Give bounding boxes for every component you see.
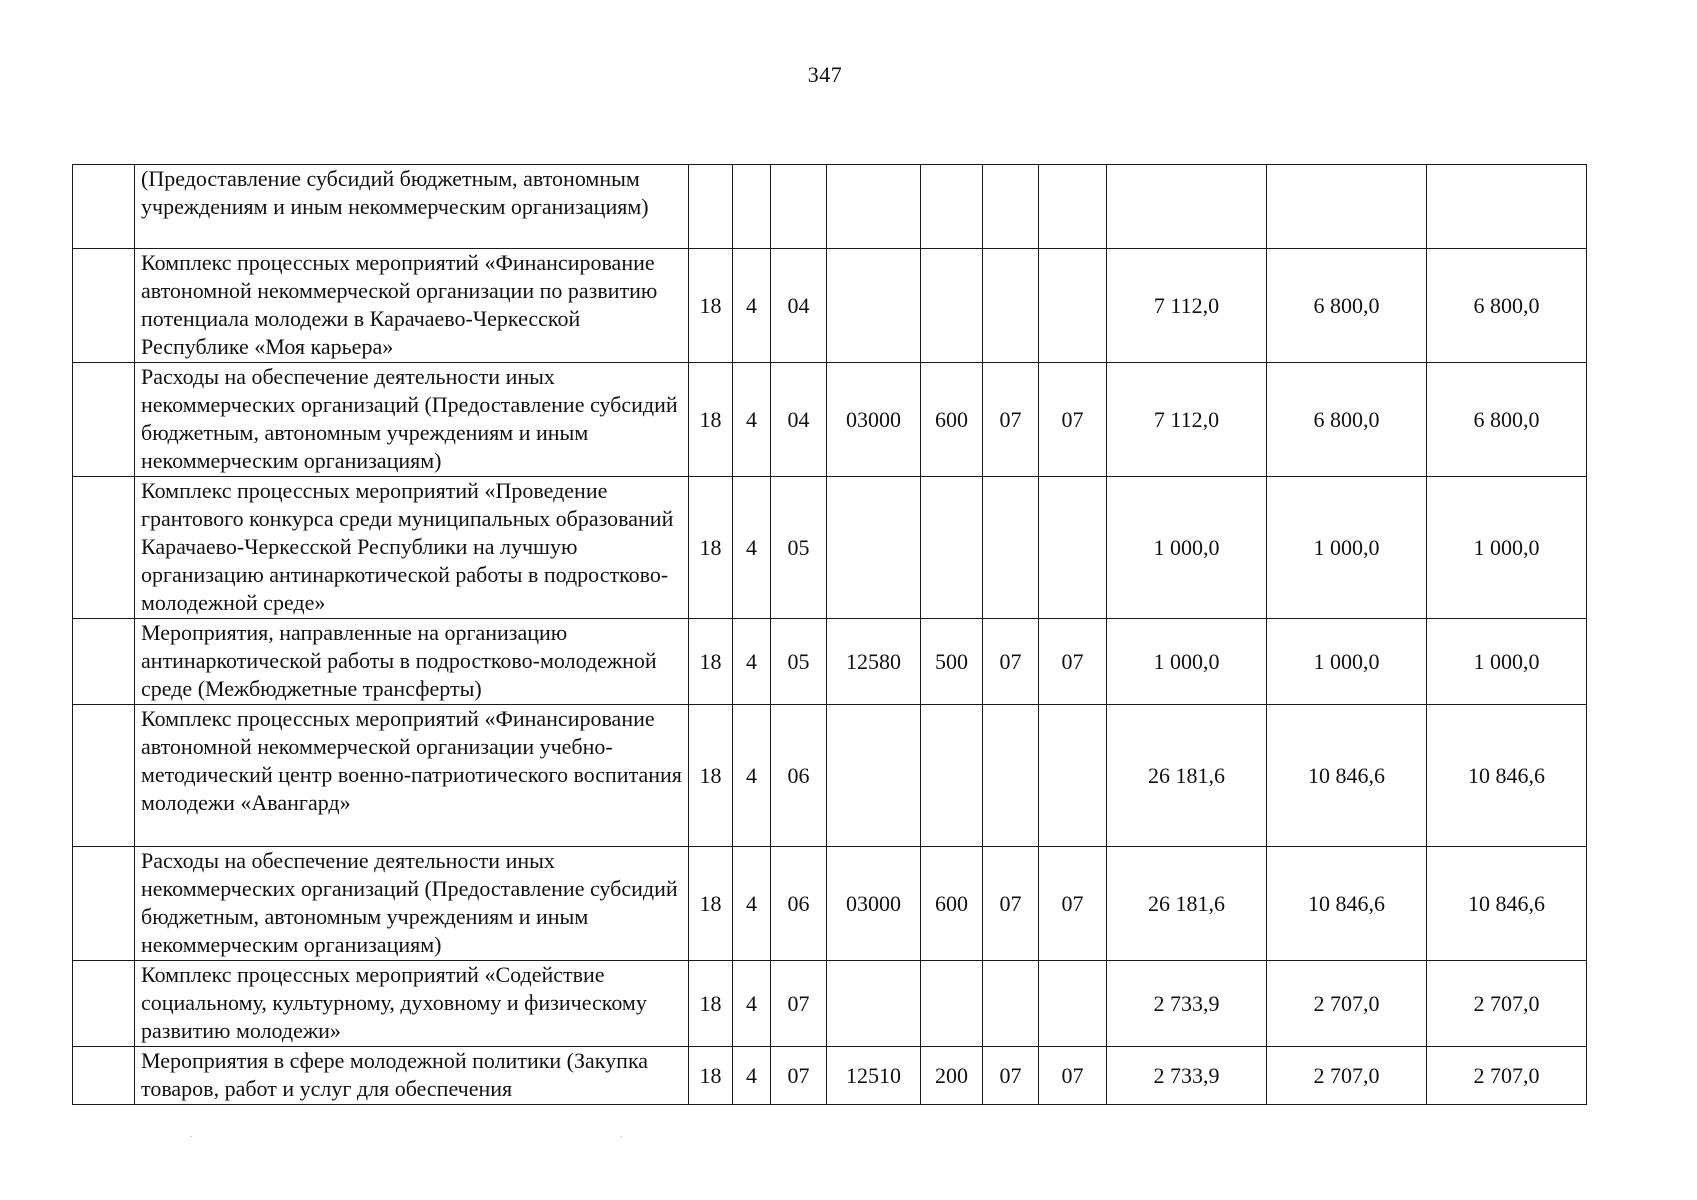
- amount-cell-y2: 1 000,0: [1267, 619, 1427, 705]
- code-cell-c7: [1039, 477, 1107, 619]
- code-cell-c7: [1039, 165, 1107, 249]
- code-cell-c6: 07: [983, 1047, 1039, 1105]
- code-cell-c7: [1039, 249, 1107, 363]
- code-cell-c5: 600: [921, 847, 983, 961]
- budget-table: [72, 164, 1587, 1105]
- code-cell-c2: 4: [733, 705, 771, 847]
- code-cell-c2: 4: [733, 363, 771, 477]
- code-cell-c5: 200: [921, 1047, 983, 1105]
- row-number-cell: [73, 1047, 135, 1105]
- code-cell-c4: [827, 477, 921, 619]
- amount-cell-y1: 1 000,0: [1107, 477, 1267, 619]
- amount-cell-y3: 6 800,0: [1427, 249, 1587, 363]
- amount-cell-y1: 2 733,9: [1107, 1047, 1267, 1105]
- code-cell-c3: 05: [771, 477, 827, 619]
- code-cell-c3: [771, 165, 827, 249]
- code-cell-c1: 18: [689, 1047, 733, 1105]
- code-cell-c5: [921, 477, 983, 619]
- code-cell-c5: 600: [921, 363, 983, 477]
- code-cell-c4: [827, 961, 921, 1047]
- amount-cell-y1: 2 733,9: [1107, 961, 1267, 1047]
- code-cell-c6: [983, 705, 1039, 847]
- table-row: [73, 847, 1587, 961]
- code-cell-c6: [983, 961, 1039, 1047]
- table-row: [73, 619, 1587, 705]
- code-cell-c5: [921, 165, 983, 249]
- code-cell-c3: 04: [771, 249, 827, 363]
- row-number-cell: [73, 961, 135, 1047]
- amount-cell-y3: 1 000,0: [1427, 619, 1587, 705]
- code-cell-c1: 18: [689, 249, 733, 363]
- table-row: [73, 477, 1587, 619]
- code-cell-c4: 03000: [827, 847, 921, 961]
- code-cell-c1: [689, 165, 733, 249]
- row-number-cell: [73, 847, 135, 961]
- amount-cell-y1: 7 112,0: [1107, 249, 1267, 363]
- code-cell-c2: 4: [733, 619, 771, 705]
- code-cell-c2: 4: [733, 477, 771, 619]
- code-cell-c7: 07: [1039, 1047, 1107, 1105]
- description-cell: Комплекс процессных мероприятий «Финансирование автономной некоммерческой организации по развитию потенциала молодежи в Карачаево-Черкесской Республике «Моя карьера»: [135, 249, 689, 363]
- code-cell-c7: 07: [1039, 847, 1107, 961]
- code-cell-c3: 04: [771, 363, 827, 477]
- code-cell-c4: 03000: [827, 363, 921, 477]
- amount-cell-y2: 6 800,0: [1267, 249, 1427, 363]
- scan-mark: [620, 1136, 622, 1137]
- amount-cell-y1: 7 112,0: [1107, 363, 1267, 477]
- code-cell-c1: 18: [689, 961, 733, 1047]
- code-cell-c1: 18: [689, 477, 733, 619]
- amount-cell-y2: 2 707,0: [1267, 1047, 1427, 1105]
- row-number-cell: [73, 363, 135, 477]
- amount-cell-y1: [1107, 165, 1267, 249]
- description-cell: Мероприятия в сфере молодежной политики (Закупка товаров, работ и услуг для обеспечения: [135, 1047, 689, 1105]
- row-number-cell: [73, 165, 135, 249]
- row-number-cell: [73, 705, 135, 847]
- code-cell-c4: 12580: [827, 619, 921, 705]
- code-cell-c7: 07: [1039, 363, 1107, 477]
- code-cell-c5: [921, 705, 983, 847]
- code-cell-c2: 4: [733, 1047, 771, 1105]
- code-cell-c3: 07: [771, 961, 827, 1047]
- code-cell-c2: [733, 165, 771, 249]
- amount-cell-y3: [1427, 165, 1587, 249]
- code-cell-c6: 07: [983, 847, 1039, 961]
- code-cell-c1: 18: [689, 363, 733, 477]
- amount-cell-y1: 26 181,6: [1107, 847, 1267, 961]
- amount-cell-y1: 26 181,6: [1107, 705, 1267, 847]
- code-cell-c4: [827, 705, 921, 847]
- description-cell: Комплекс процессных мероприятий «Финансирование автономной некоммерческой организации учебно-методический центр военно-патриотического воспитания молодежи «Авангард»: [135, 705, 689, 847]
- page-number: 347: [807, 62, 843, 87]
- table-row: [73, 705, 1587, 847]
- table-row: [73, 165, 1587, 249]
- description-cell: Мероприятия, направленные на организацию антинаркотической работы в подростково-молодежной среде (Межбюджетные трансферты): [135, 619, 689, 705]
- code-cell-c4: [827, 249, 921, 363]
- table-row: [73, 249, 1587, 363]
- amount-cell-y3: 1 000,0: [1427, 477, 1587, 619]
- code-cell-c2: 4: [733, 249, 771, 363]
- amount-cell-y2: 1 000,0: [1267, 477, 1427, 619]
- code-cell-c7: [1039, 705, 1107, 847]
- code-cell-c3: 07: [771, 1047, 827, 1105]
- description-cell: Комплекс процессных мероприятий «Содействие социальному, культурному, духовному и физическому развитию молодежи»: [135, 961, 689, 1047]
- description-cell: (Предоставление субсидий бюджетным, автономным учреждениям и иным некоммерческим организациям): [135, 165, 689, 249]
- code-cell-c7: 07: [1039, 619, 1107, 705]
- code-cell-c7: [1039, 961, 1107, 1047]
- code-cell-c5: [921, 961, 983, 1047]
- code-cell-c2: 4: [733, 847, 771, 961]
- table-row: [73, 1047, 1587, 1105]
- table-row: [73, 961, 1587, 1047]
- code-cell-c2: 4: [733, 961, 771, 1047]
- amount-cell-y2: 2 707,0: [1267, 961, 1427, 1047]
- amount-cell-y2: 10 846,6: [1267, 847, 1427, 961]
- amount-cell-y2: 10 846,6: [1267, 705, 1427, 847]
- description-cell: Комплекс процессных мероприятий «Проведение грантового конкурса среди муниципальных образований Карачаево-Черкесской Республики на лучшую организацию антинаркотической работы в подростково-молодежной среде»: [135, 477, 689, 619]
- description-cell: Расходы на обеспечение деятельности иных некоммерческих организаций (Предоставление субсидий бюджетным, автономным учреждениям и иным некоммерческим организациям): [135, 847, 689, 961]
- row-number-cell: [73, 249, 135, 363]
- amount-cell-y3: 10 846,6: [1427, 847, 1587, 961]
- code-cell-c3: 05: [771, 619, 827, 705]
- amount-cell-y2: [1267, 165, 1427, 249]
- code-cell-c5: [921, 249, 983, 363]
- code-cell-c1: 18: [689, 619, 733, 705]
- code-cell-c6: [983, 165, 1039, 249]
- description-cell: Расходы на обеспечение деятельности иных некоммерческих организаций (Предоставление субсидий бюджетным, автономным учреждениям и иным некоммерческим организациям): [135, 363, 689, 477]
- amount-cell-y2: 6 800,0: [1267, 363, 1427, 477]
- amount-cell-y3: 2 707,0: [1427, 1047, 1587, 1105]
- code-cell-c1: 18: [689, 705, 733, 847]
- code-cell-c4: [827, 165, 921, 249]
- code-cell-c6: 07: [983, 619, 1039, 705]
- amount-cell-y3: 6 800,0: [1427, 363, 1587, 477]
- amount-cell-y3: 2 707,0: [1427, 961, 1587, 1047]
- code-cell-c6: [983, 249, 1039, 363]
- amount-cell-y3: 10 846,6: [1427, 705, 1587, 847]
- code-cell-c3: 06: [771, 705, 827, 847]
- row-number-cell: [73, 619, 135, 705]
- code-cell-c3: 06: [771, 847, 827, 961]
- code-cell-c1: 18: [689, 847, 733, 961]
- row-number-cell: [73, 477, 135, 619]
- amount-cell-y1: 1 000,0: [1107, 619, 1267, 705]
- code-cell-c5: 500: [921, 619, 983, 705]
- code-cell-c4: 12510: [827, 1047, 921, 1105]
- code-cell-c6: 07: [983, 363, 1039, 477]
- scan-mark: [190, 1136, 192, 1137]
- code-cell-c6: [983, 477, 1039, 619]
- table-row: [73, 363, 1587, 477]
